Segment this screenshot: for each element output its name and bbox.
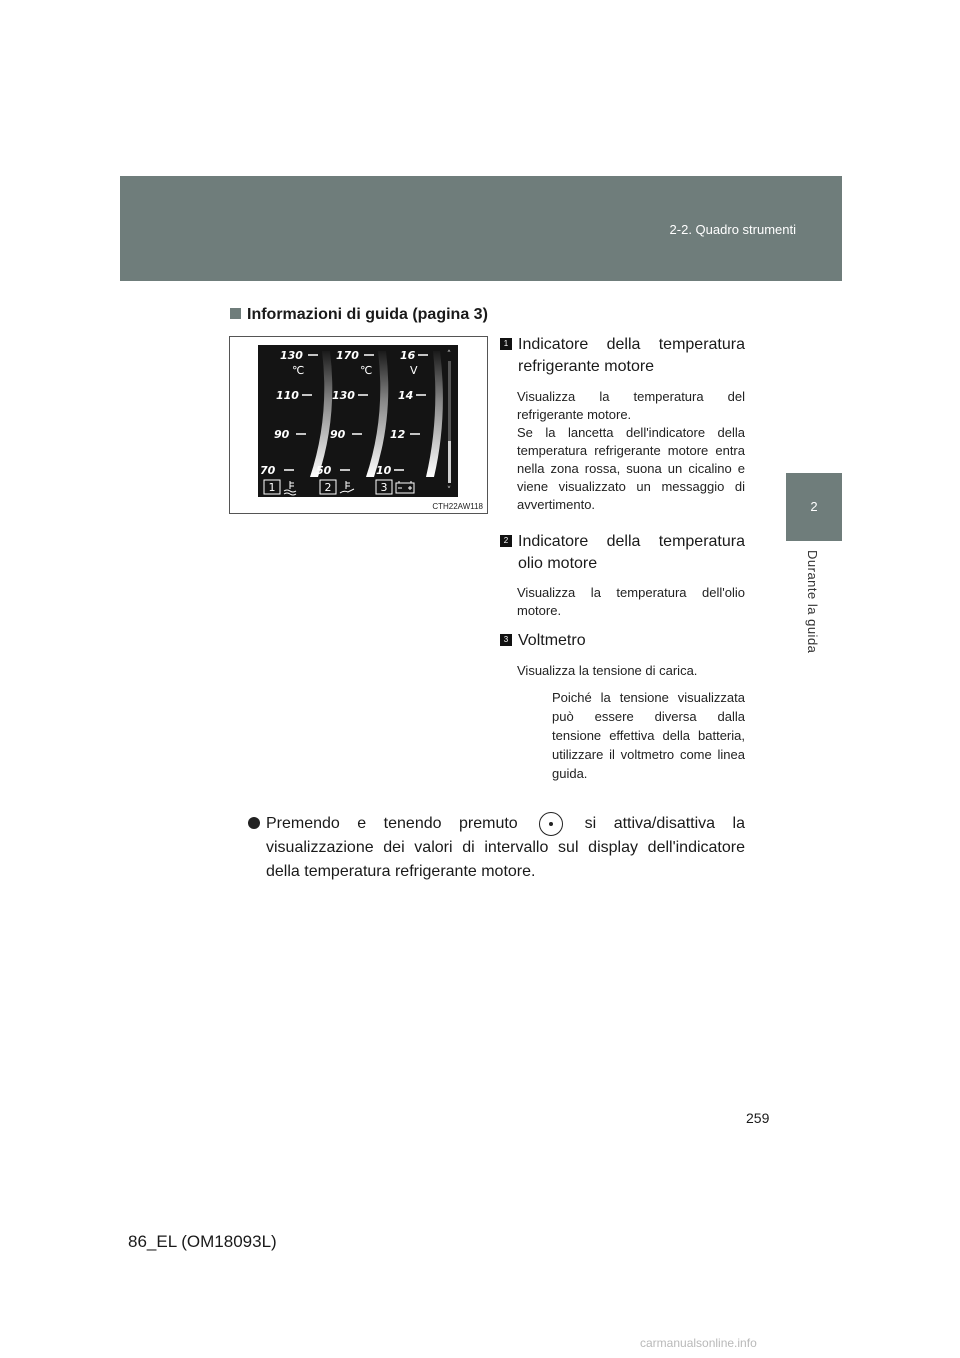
item-2-title-text: Indicatore della temperatura olio motore (518, 533, 745, 572)
gauge-2-tick-0: 170 (336, 349, 359, 362)
gauge-1-unit: ℃ (292, 364, 305, 377)
item-3-description: Visualizza la tensione di carica. (517, 663, 698, 678)
bullet-paragraph (266, 812, 745, 884)
item-1-description: Visualizza la temperatura del refrigerante motore. Se la lancetta dell'indicatore della temperatura refrigerante motore entra nella zona rossa, suona un cicalino e viene visualizzato un messaggio di avvertimento. (517, 389, 745, 512)
header-band (120, 176, 842, 281)
heading-square-icon (230, 308, 241, 319)
gauge-1-tick-1: 110 (276, 389, 299, 402)
gauge-3-tick-2: 12 (390, 428, 406, 441)
item-2-number: 2 (500, 535, 512, 547)
select-button-icon (539, 812, 563, 836)
item-1-title-text: Indicatore della temperatura refrigerante motore (518, 336, 745, 375)
section-heading (230, 306, 488, 324)
badge-1-label: 1 (268, 481, 276, 494)
heading-text: Informazioni di guida (pagina 3) (247, 306, 488, 323)
gauge-3-unit: V (410, 364, 418, 377)
chapter-label: Durante la guida (805, 550, 820, 654)
item-2-title (500, 531, 745, 575)
figure-caption: CTH22AW118 (432, 502, 483, 511)
item-3-title-text: Voltmetro (518, 632, 586, 649)
page-number: 259 (746, 1110, 770, 1126)
item-2-description: Visualizza la temperatura dell'olio motore. (517, 585, 745, 618)
gauge-2-unit: ℃ (360, 364, 373, 377)
gauge-2-tick-1: 130 (332, 389, 355, 402)
gauge-1-tick-3: 70 (260, 464, 276, 477)
scroll-down-icon: ˅ (446, 486, 452, 496)
gauge-3-tick-0: 16 (400, 349, 416, 362)
gauge-display (230, 337, 487, 513)
gauge-figure (229, 336, 488, 514)
gauge-1-tick-0: 130 (280, 349, 303, 362)
watermark: carmanualsonline.info (640, 1336, 757, 1350)
chapter-tab: 2 (786, 473, 842, 541)
section-title: 2-2. Quadro strumenti (669, 222, 796, 237)
badge-3-label: 3 (380, 481, 388, 494)
item-3-title (500, 630, 745, 652)
bullet-text-after: si attiva/disattiva la visualizzazione dei valori di intervallo sul display dell'indicatore della temperatura refrigerante motore. (266, 815, 745, 881)
gauge-2-tick-3: 50 (316, 464, 332, 477)
gauge-3-tick-1: 14 (398, 389, 414, 402)
gauge-3-tick-3: 10 (376, 464, 392, 477)
bullet-text-before: Premendo e tenendo premuto (266, 815, 518, 833)
item-1-number: 1 (500, 338, 512, 350)
voltmeter-note: Poiché la tensione visualizzata può essere diversa dalla tensione effettiva della batteria, utilizzare il voltmetro come linea guida. (552, 690, 745, 781)
gauge-1-tick-2: 90 (274, 428, 290, 441)
badge-2-label: 2 (324, 481, 332, 494)
scroll-up-icon: ˄ (446, 350, 452, 360)
document-code: 86_EL (OM18093L) (128, 1232, 277, 1251)
item-3-number: 3 (500, 634, 512, 646)
gauge-2-tick-2: 90 (330, 428, 346, 441)
scroll-thumb (448, 441, 451, 483)
item-1-title (500, 334, 745, 378)
bullet-icon (248, 817, 260, 829)
